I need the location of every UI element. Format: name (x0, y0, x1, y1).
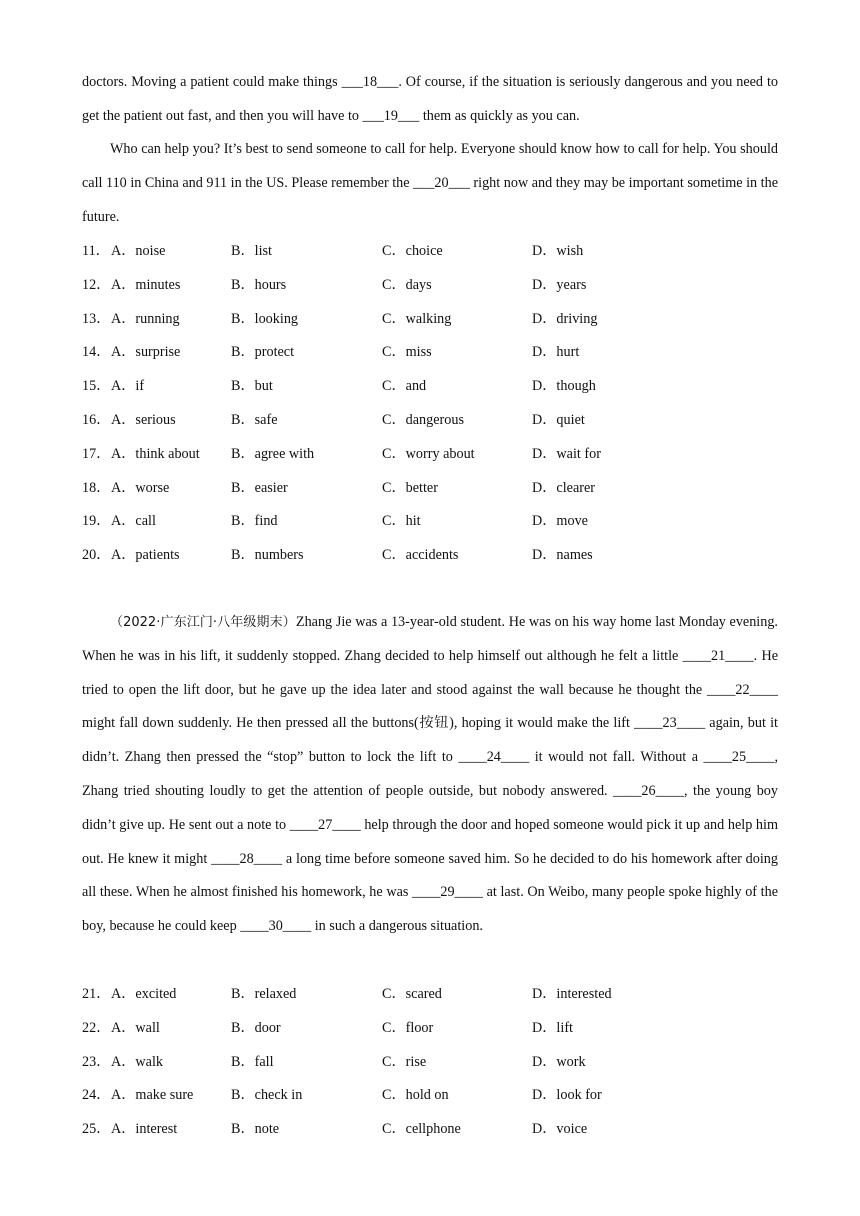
option-b: B．numbers (231, 547, 304, 564)
question-row (82, 1012, 782, 1046)
option-a: A．if (111, 378, 145, 395)
question-number: 23． (82, 1053, 111, 1070)
question-number: 24． (82, 1087, 111, 1104)
option-b: B．hours (231, 276, 287, 293)
option-a: A．excited (111, 986, 177, 1002)
option-a: A．running (111, 310, 180, 327)
option-d: D．clearer (532, 479, 596, 496)
option-a: A．wall (111, 1019, 160, 1036)
option-d: D．wish (532, 243, 584, 259)
question-number: 12． (82, 276, 111, 293)
option-a: A．serious (111, 411, 176, 428)
option-d: D．lift (532, 1019, 573, 1036)
option-c: C．accidents (382, 547, 459, 564)
question-number: 19． (82, 513, 111, 530)
option-c: C．walking (382, 310, 452, 327)
question-number: 22． (82, 1019, 111, 1036)
option-b: B．fall (231, 1053, 274, 1070)
question-row (82, 505, 782, 539)
option-b: B．list (231, 243, 272, 259)
option-b: B．looking (231, 310, 299, 327)
question-row (82, 539, 782, 573)
question-row (82, 438, 782, 472)
question-row (82, 370, 782, 404)
question-row (82, 235, 782, 269)
question-row (82, 978, 782, 1012)
option-b: B．check in (231, 1087, 303, 1104)
passage-paragraph-help: Who can help you? It’s best to send someone to call for help. Everyone should know how to call for help. You should call 110 in China and 911 in the US. Please remember the ___20___ right now and they may be important sometime in the future. (82, 141, 778, 225)
question-number: 25． (82, 1121, 111, 1138)
option-b: B．safe (231, 411, 278, 428)
option-c: C．better (382, 479, 438, 496)
question-row (82, 269, 782, 303)
option-c: C．worry about (382, 445, 475, 462)
question-number: 16． (82, 411, 111, 428)
question-number: 21． (82, 986, 111, 1002)
option-b: B．door (231, 1019, 281, 1036)
option-d: D．voice (532, 1121, 588, 1138)
option-a: A．patients (111, 547, 180, 564)
option-b: B．relaxed (231, 986, 297, 1002)
option-d: D．look for (532, 1087, 602, 1104)
option-b: B．find (231, 513, 278, 530)
option-d: D．interested (532, 986, 612, 1002)
option-c: C．cellphone (382, 1121, 461, 1138)
question-row (82, 404, 782, 438)
option-a: A．think about (111, 445, 200, 462)
passage-source: （2022·广东江门·八年级期末） (110, 615, 296, 630)
option-c: C．miss (382, 344, 432, 361)
option-c: C．days (382, 276, 432, 293)
question-number: 20． (82, 547, 111, 564)
question-list-11-20 (82, 235, 782, 573)
option-c: C．rise (382, 1053, 427, 1070)
option-a: A．interest (111, 1121, 178, 1138)
option-c: C．floor (382, 1019, 434, 1036)
question-row (82, 303, 782, 337)
question-number: 15． (82, 378, 111, 395)
question-number: 18． (82, 479, 111, 496)
question-row (82, 472, 782, 506)
option-a: A．noise (111, 243, 166, 259)
question-number: 17． (82, 445, 111, 462)
option-c: C．scared (382, 986, 442, 1002)
option-c: C．hit (382, 513, 421, 530)
option-c: C．and (382, 378, 427, 395)
question-row (82, 336, 782, 370)
passage-zhang-jie (82, 606, 778, 944)
option-d: D．move (532, 513, 588, 530)
question-list-21-25 (82, 978, 782, 1147)
question-row (82, 1113, 782, 1147)
question-number: 11． (82, 243, 110, 259)
option-d: D．quiet (532, 411, 585, 428)
option-d: D．driving (532, 310, 598, 327)
option-a: A．worse (111, 479, 170, 496)
passage-paragraph-continued: doctors. Moving a patient could make things ___18___. Of course, if the situation is seriously dangerous and you need to get the patient out fast, and then you will have to ___19___ them as quickly as you can. (82, 74, 778, 124)
option-b: B．easier (231, 479, 288, 496)
option-d: D．hurt (532, 344, 580, 361)
option-a: A．call (111, 513, 156, 530)
option-d: D．work (532, 1053, 586, 1070)
option-c: C．dangerous (382, 411, 464, 428)
question-row (82, 1046, 782, 1080)
option-a: A．minutes (111, 276, 181, 293)
passage-text: Zhang Jie was a 13-year-old student. He was on his way home last Monday evening. When he was in his lift, it suddenly stopped. Zhang decided to help himself out although he felt a little ____21____. He tried to open the lift door, but he gave up the idea later and stood against the wall because he thought the ____22____ might fall down suddenly. He then pressed all the buttons(按钮), hoping it would make the lift ____23____ again, but it didn’t. Zhang then pressed the “stop” button to lock the lift to ____24____ it would not fall. Without a ____25____, Zhang tried shouting loudly to get the attention of people outside, but nobody answered. ____26____, the young boy didn’t give up. He sent out a note to ____27____ help through the door and hoped someone would pick it up and help him out. He knew it might ____28____ a long time before someone saved him. So he decided to do his homework after doing all these. When he almost finished his homework, he was ____29____ at last. On Weibo, many people spoke highly of the boy, because he could keep ____30____ in such a dangerous situation. (82, 614, 778, 935)
option-c: C．choice (382, 243, 443, 259)
option-a: A．make sure (111, 1087, 194, 1104)
option-d: D．wait for (532, 445, 601, 462)
question-number: 14． (82, 344, 111, 361)
option-b: B．note (231, 1121, 280, 1138)
option-a: A．walk (111, 1053, 164, 1070)
option-d: D．though (532, 378, 596, 395)
option-b: B．but (231, 378, 273, 395)
question-number: 13． (82, 310, 111, 327)
question-row (82, 1079, 782, 1113)
option-a: A．surprise (111, 344, 181, 361)
option-d: D．years (532, 276, 587, 293)
option-b: B．protect (231, 344, 295, 361)
option-d: D．names (532, 547, 593, 564)
option-b: B．agree with (231, 445, 315, 462)
option-c: C．hold on (382, 1087, 449, 1104)
